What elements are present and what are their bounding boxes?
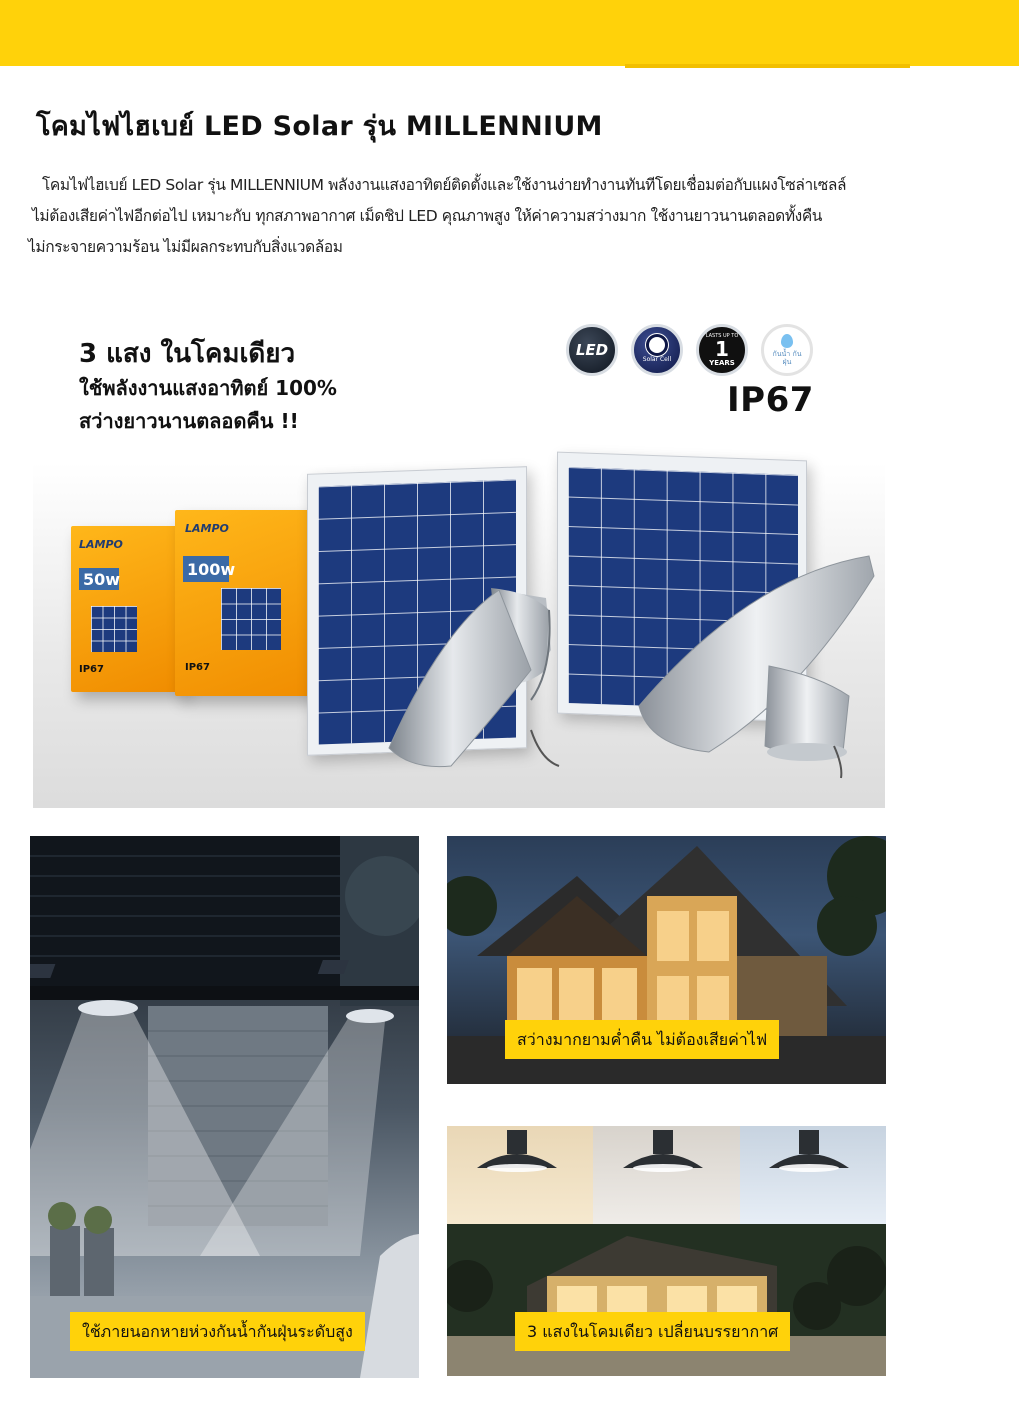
feature-badges bbox=[566, 324, 813, 376]
outdoor-scene-icon bbox=[30, 836, 419, 1378]
warranty-badge-icon bbox=[696, 324, 748, 376]
intro-line: ไม่กระจายความร้อน ไม่มีผลกระทบกับสิ่งแวดล้อม bbox=[28, 238, 343, 256]
ip-rating: IP67 bbox=[727, 380, 814, 420]
box-brand-label: LAMPO bbox=[185, 522, 229, 535]
outdoor-usage-photo bbox=[30, 836, 419, 1378]
waterproof-badge-label: กันน้ำ กันฝุ่น bbox=[772, 350, 802, 366]
led-badge-icon bbox=[566, 324, 618, 376]
box-panel-image bbox=[91, 606, 137, 652]
sun-icon bbox=[649, 337, 665, 353]
box-brand-label: LAMPO bbox=[79, 538, 123, 551]
hero-line-1: 3 แสง ในโคมเดียว bbox=[79, 339, 296, 369]
intro-line: โคมไฟไฮเบย์ LED Solar รุ่น MILLENNIUM พลังงานแสงอาทิตย์ติดตั้งและใช้งานง่ายทำงานทันทีโดยเชื่อมต่อกับแผงโซล่าเซลล์ bbox=[42, 176, 847, 194]
three-light-caption: 3 แสงในโคมเดียว เปลี่ยนบรรยากาศ bbox=[515, 1312, 790, 1351]
solar-badge-label: Solar Cell bbox=[642, 356, 672, 363]
top-banner-bar bbox=[0, 0, 1019, 66]
intro-line: ไม่ต้องเสียค่าไฟอีกต่อไป เหมาะกับ ทุกสภาพอากาศ เม็ดชิป LED คุณภาพสูง ให้ค่าความสว่างมาก ใช้งานยาวนานตลอดทั้งคืน bbox=[32, 207, 822, 225]
hero-headline bbox=[79, 336, 337, 438]
highbay-lamp-large-icon bbox=[629, 546, 885, 786]
hero-product-banner bbox=[33, 300, 885, 808]
box-panel-image bbox=[221, 588, 281, 650]
three-light-photo bbox=[447, 1126, 886, 1376]
warranty-badge-number: 1 bbox=[715, 337, 729, 361]
warranty-badge-unit: YEARS bbox=[709, 359, 735, 367]
warranty-badge-top: LASTS UP TO bbox=[705, 333, 739, 339]
box-wattage: 100w bbox=[187, 560, 236, 579]
top-banner-accent bbox=[625, 64, 910, 68]
product-box-50w bbox=[71, 526, 183, 692]
box-ip-label: IP67 bbox=[79, 664, 104, 675]
outdoor-caption: ใช้ภายนอกหายห่วงกันน้ำกันฝุ่นระดับสูง bbox=[70, 1312, 365, 1351]
box-ip-label: IP67 bbox=[185, 662, 210, 673]
house-night-photo bbox=[447, 836, 886, 1084]
intro-paragraph bbox=[28, 170, 908, 263]
box-wattage: 50w bbox=[83, 570, 121, 589]
hero-line-2: ใช้พลังงานแสงอาทิตย์ 100% bbox=[79, 376, 337, 400]
house-caption: สว่างมากยามค่ำคืน ไม่ต้องเสียค่าไฟ bbox=[505, 1020, 779, 1059]
led-badge-label: LED bbox=[575, 341, 609, 359]
water-drop-icon bbox=[781, 334, 793, 348]
waterproof-badge-icon bbox=[761, 324, 813, 376]
solar-cell-badge-icon bbox=[631, 324, 683, 376]
highbay-lamp-small-icon bbox=[381, 570, 561, 790]
page-title: โคมไฟไฮเบย์ LED Solar รุ่น MILLENNIUM bbox=[36, 111, 603, 142]
hero-line-3: สว่างยาวนานตลอดคืน !! bbox=[79, 409, 299, 433]
